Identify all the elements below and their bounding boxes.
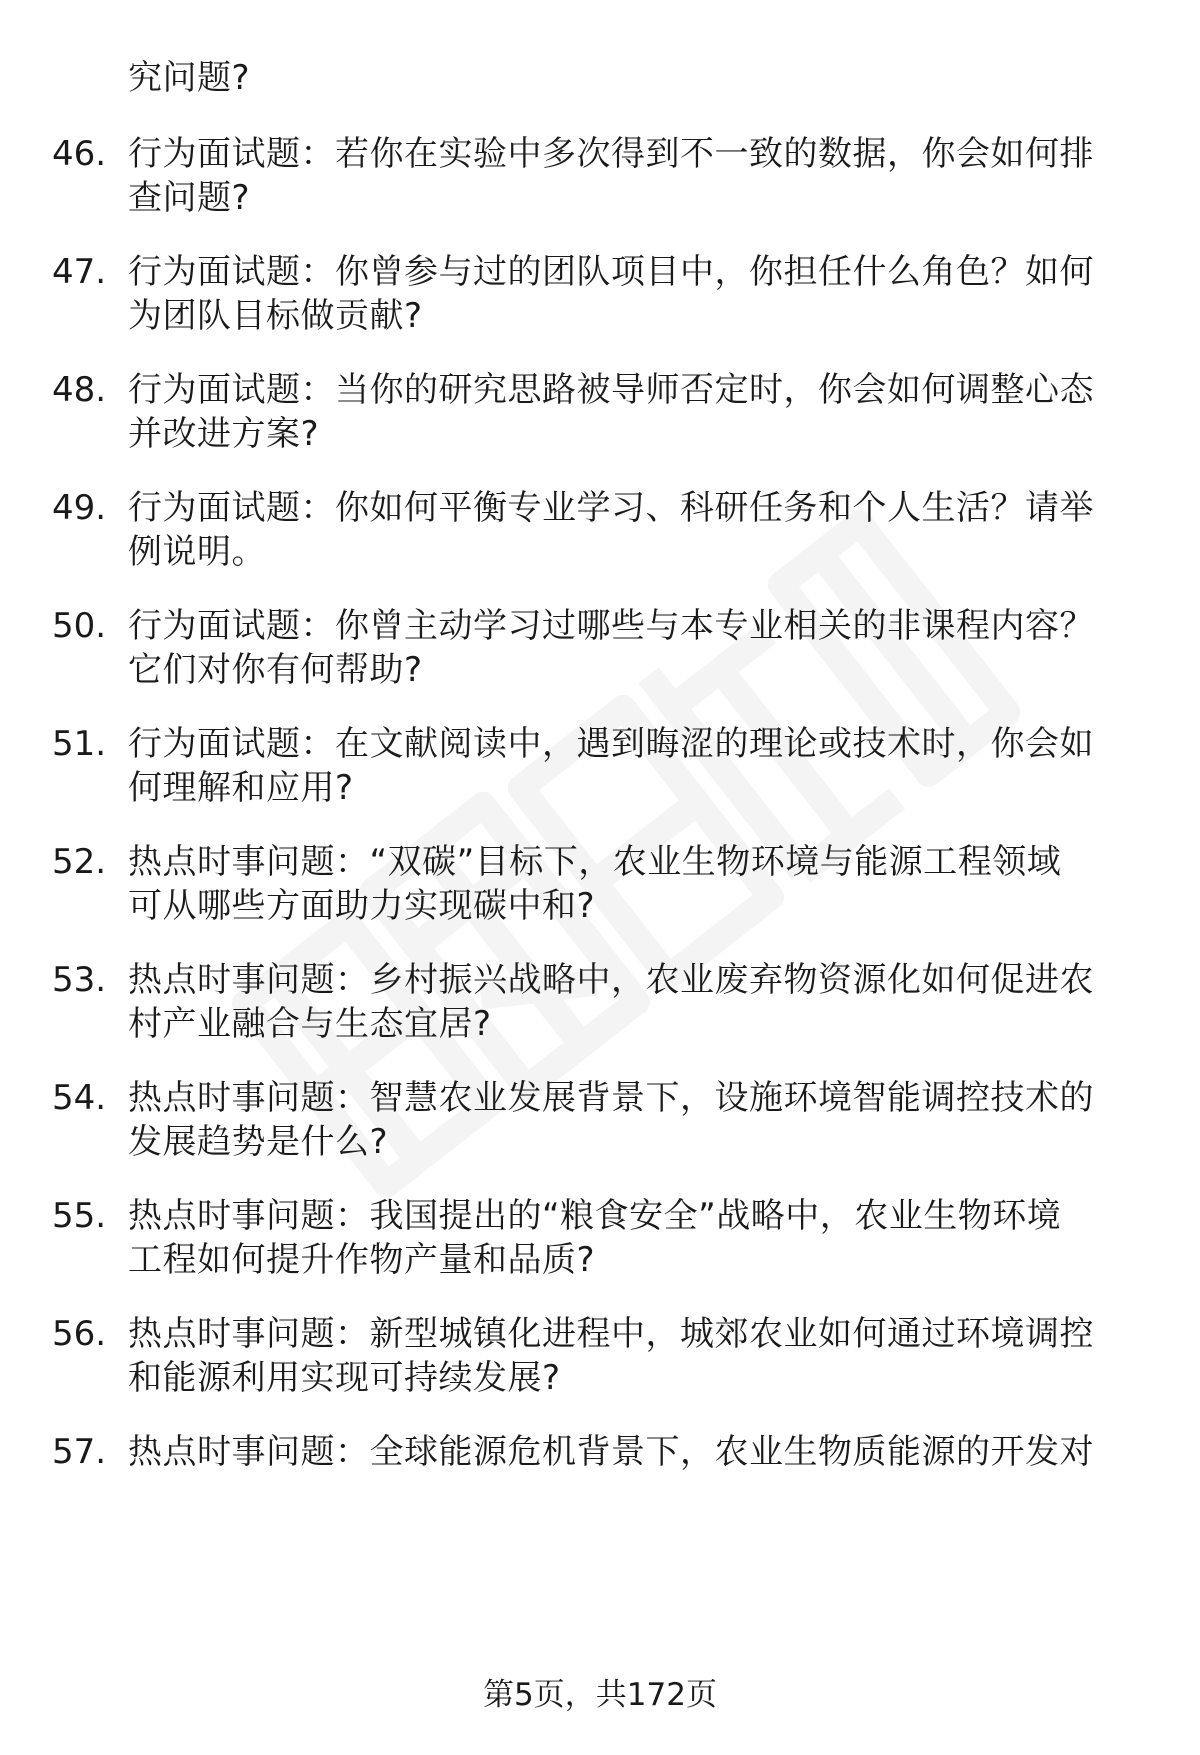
question-text-line1: 行为面试题：当你的研究思路被导师否定时，你会如何调整心态	[128, 370, 1094, 410]
question-text-line2: 村产业融合与生态宜居?	[128, 1004, 492, 1044]
question-text-line2: 查问题?	[128, 178, 251, 218]
question-text-line2: 例说明。	[128, 532, 266, 572]
question-number: 47.	[52, 252, 107, 292]
question-text-line1: 热点时事问题：“双碳”目标下，农业生物环境与能源工程领域	[128, 842, 1062, 882]
question-number: 51.	[52, 724, 107, 764]
question-text-line1: 行为面试题：在文献阅读中，遇到晦涩的理论或技术时，你会如	[128, 724, 1094, 764]
question-number: 46.	[52, 134, 107, 174]
question-text-line2: 它们对你有何帮助?	[128, 650, 423, 690]
question-text-line2: 为团队目标做贡献?	[128, 296, 423, 336]
question-number: 52.	[52, 842, 107, 882]
question-text-line1: 热点时事问题：乡村振兴战略中，农业废弃物资源化如何促进农	[128, 960, 1094, 1000]
question-text-line1: 行为面试题：你如何平衡专业学习、科研任务和个人生活？请举	[128, 488, 1094, 528]
page-footer: 第5页，共172页	[483, 1677, 717, 1713]
question-number: 54.	[52, 1078, 107, 1118]
question-text-line2: 工程如何提升作物产量和品质?	[128, 1240, 596, 1280]
question-text-line1: 热点时事问题：全球能源危机背景下，农业生物质能源的开发对	[128, 1432, 1094, 1472]
question-text-line2: 发展趋势是什么?	[128, 1122, 389, 1162]
question-text-line1: 行为面试题：你曾主动学习过哪些与本专业相关的非课程内容？	[128, 606, 1094, 646]
question-number: 50.	[52, 606, 107, 646]
question-text-line1: 行为面试题：你曾参与过的团队项目中，你担任什么角色？如何	[128, 252, 1094, 292]
question-text-line1: 热点时事问题：我国提出的“粮食安全”战略中，农业生物环境	[128, 1196, 1062, 1236]
question-number: 49.	[52, 488, 107, 528]
carryover-line: 究问题?	[128, 58, 251, 98]
question-number: 57.	[52, 1432, 107, 1472]
question-number: 55.	[52, 1196, 107, 1236]
question-text-line1: 热点时事问题：新型城镇化进程中，城郊农业如何通过环境调控	[128, 1314, 1094, 1354]
question-number: 48.	[52, 370, 107, 410]
question-text-line2: 和能源利用实现可持续发展?	[128, 1358, 561, 1398]
question-text-line1: 热点时事问题：智慧农业发展背景下，设施环境智能调控技术的	[128, 1078, 1094, 1118]
question-text-line1: 行为面试题：若你在实验中多次得到不一致的数据，你会如何排	[128, 134, 1094, 174]
question-number: 53.	[52, 960, 107, 1000]
question-number: 56.	[52, 1314, 107, 1354]
question-text-line2: 可从哪些方面助力实现碳中和?	[128, 886, 596, 926]
question-text-line2: 并改进方案?	[128, 414, 320, 454]
question-text-line2: 何理解和应用?	[128, 768, 354, 808]
